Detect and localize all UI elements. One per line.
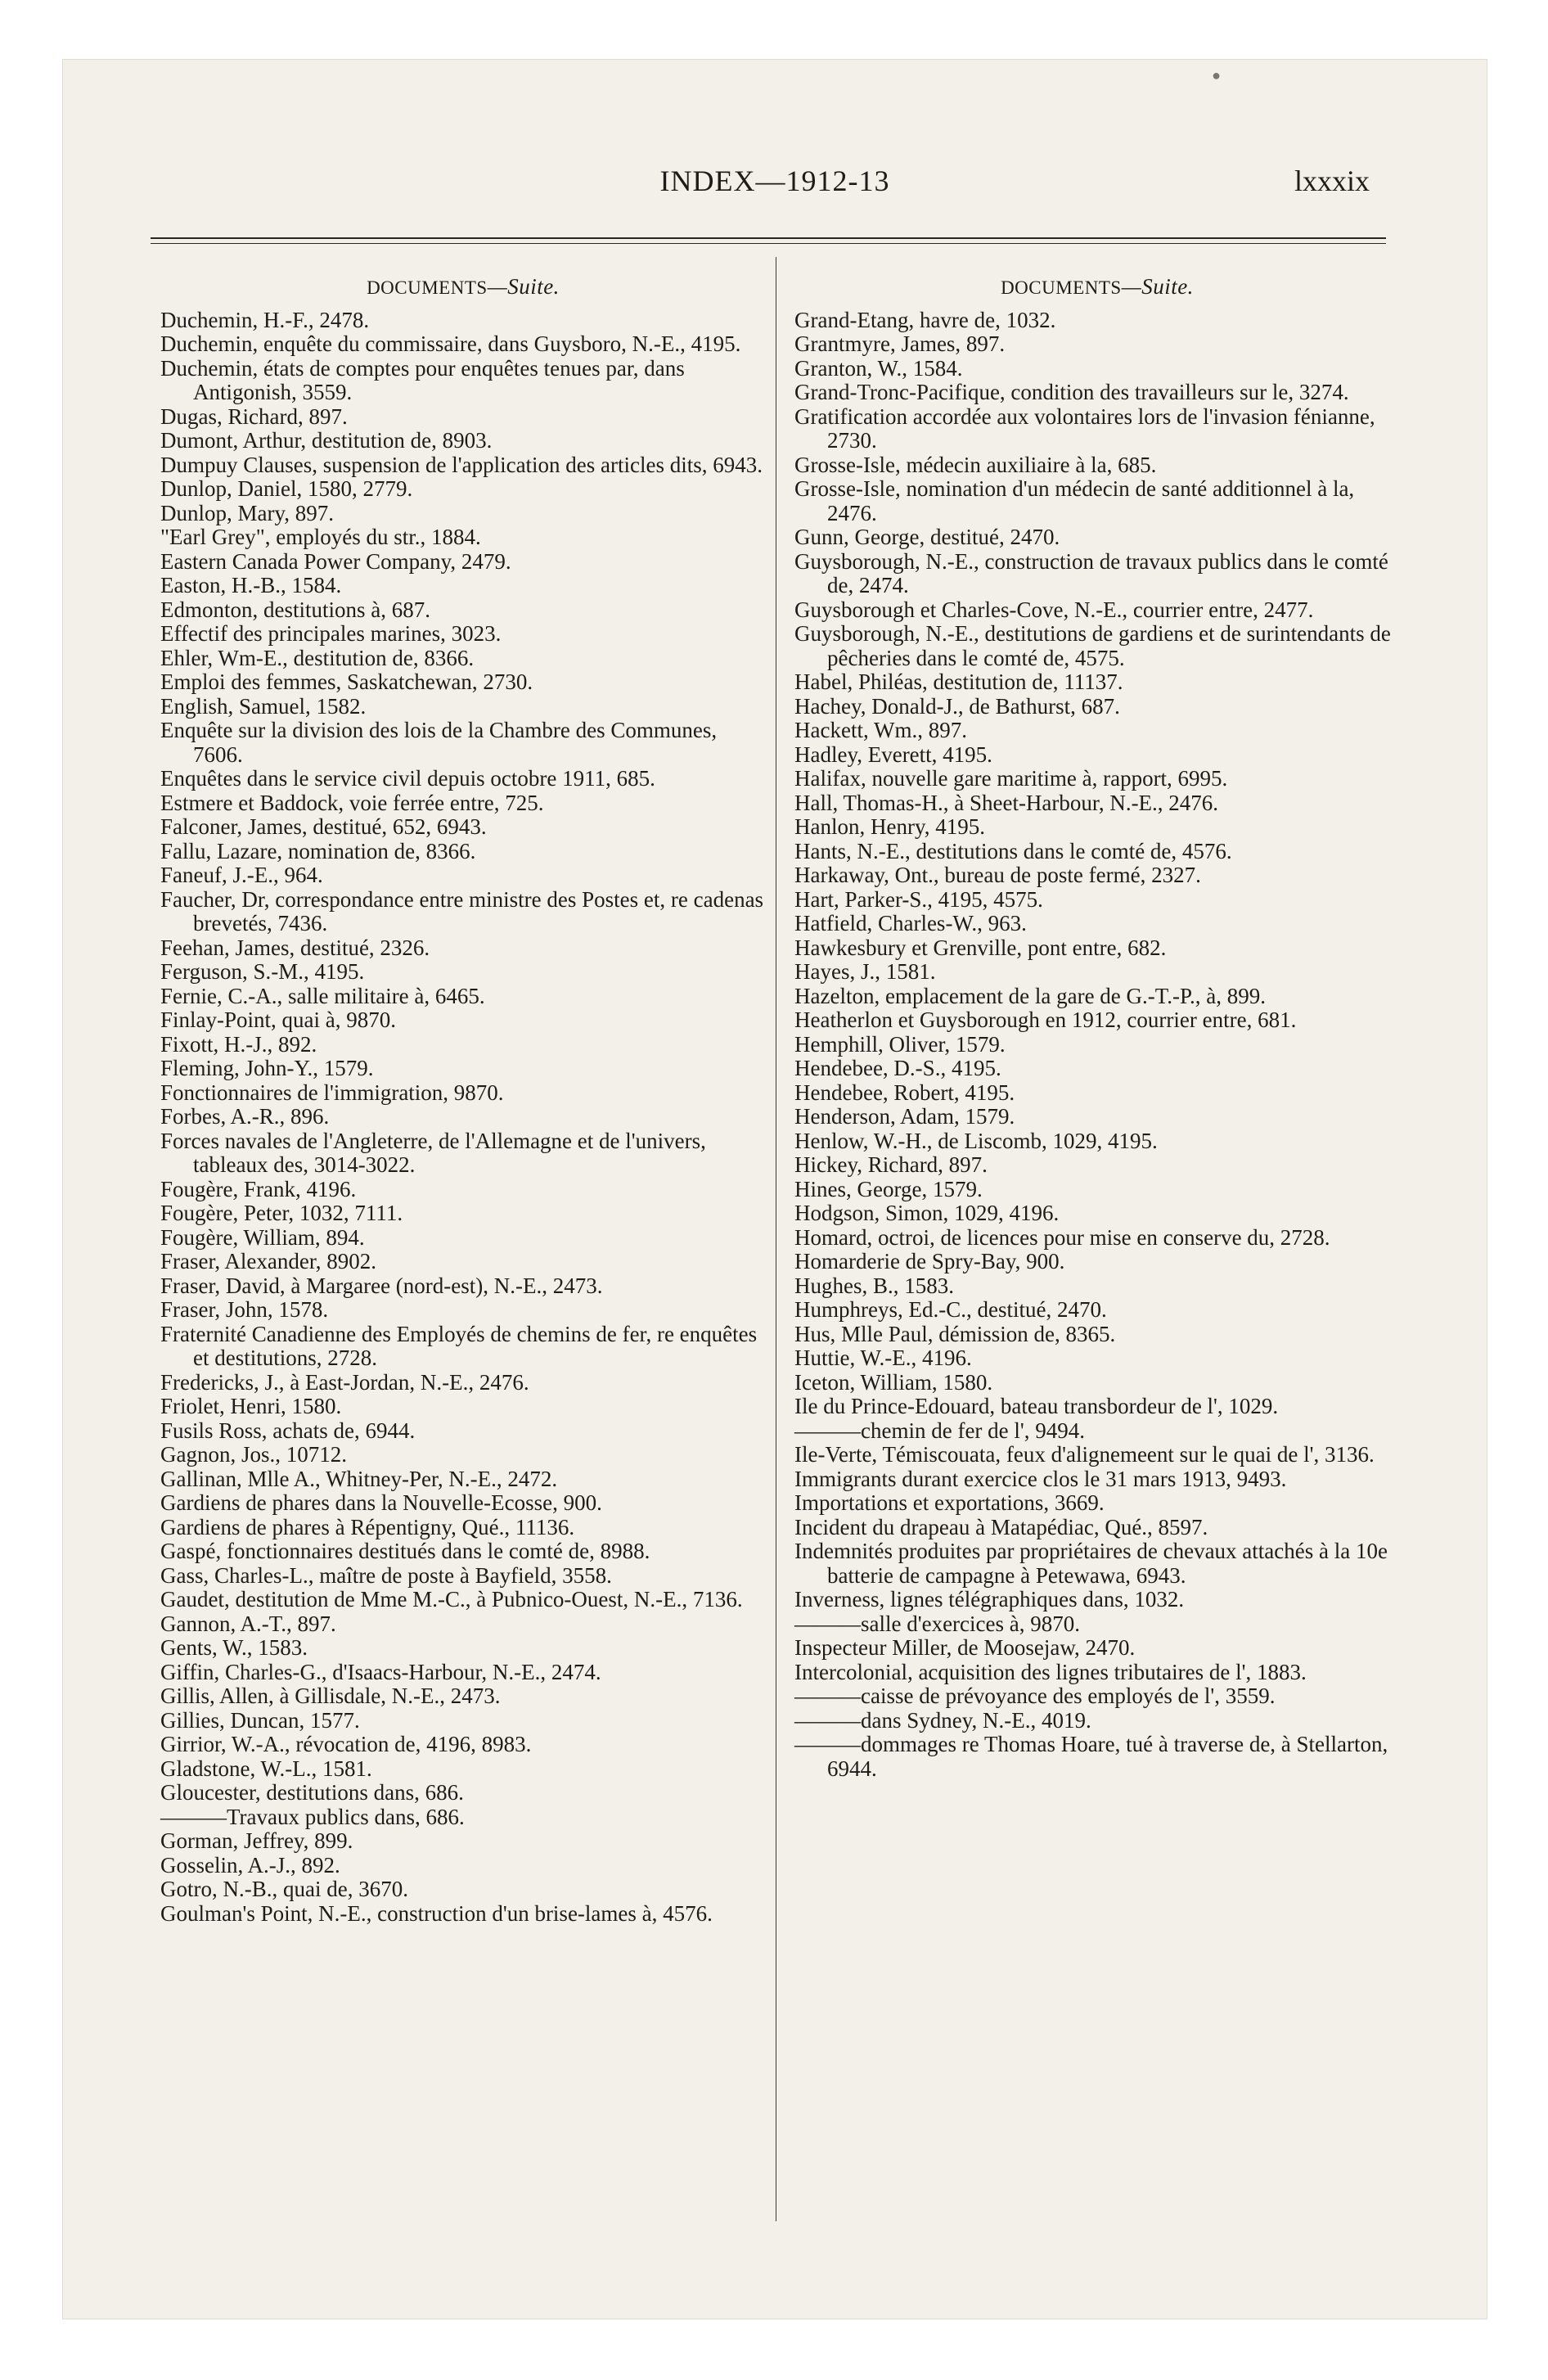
index-entry: Grand-Tronc-Pacifique, condition des travailleurs sur le, 3274. [794, 380, 1349, 404]
index-entry: Goulman's Point, N.-E., construction d'un brise-lames à, 4576. [160, 1900, 713, 1926]
index-entry: Indemnités produites par propriétaires de chevaux attachés à la 10e batterie de campagne à Petewawa, 6943. [794, 1539, 1388, 1588]
index-entry: English, Samuel, 1582. [160, 693, 367, 719]
right-heading-word: DOCUMENTS [1001, 277, 1122, 298]
index-entry: Ehler, Wm-E., destitution de, 8366. [160, 645, 475, 670]
index-entry: Finlay-Point, quai à, 9870. [160, 1007, 396, 1032]
index-entry: Giffin, Charles-G., d'Isaacs-Harbour, N.-E., 2474. [160, 1659, 601, 1684]
index-entry: Enquête sur la division des lois de la Chambre des Communes, 7606. [160, 718, 718, 767]
index-entry: Hayes, J., 1581. [794, 959, 936, 984]
index-entry: Gosselin, A.-J., 892. [160, 1852, 340, 1877]
index-entry: Hart, Parker-S., 4195, 4575. [794, 886, 1043, 912]
index-entry: Faucher, Dr, correspondance entre ministre des Postes et, re cadenas brevetés, 7436. [160, 886, 764, 935]
index-entry: Dumont, Arthur, destitution de, 8903. [160, 428, 493, 453]
index-entry: Gardiens de phares dans la Nouvelle-Ecosse, 900. [160, 1490, 602, 1515]
index-entry: ———caisse de prévoyance des employés de l', 3559. [794, 1684, 1276, 1708]
index-entry: Hines, George, 1579. [794, 1176, 983, 1201]
index-entry: Gratification accordée aux volontaires lors de l'invasion fénianne, 2730. [794, 403, 1375, 453]
index-entry: Duchemin, H.-F., 2478. [160, 307, 370, 332]
index-entry: Harkaway, Ont., bureau de poste fermé, 2327. [794, 863, 1201, 887]
index-entry: Dugas, Richard, 897. [160, 403, 348, 429]
index-entry: ———dommages re Thomas Hoare, tué à traverse de, à Stellarton, 6944. [794, 1732, 1388, 1781]
index-entry: Gillis, Allen, à Gillisdale, N.-E., 2473. [160, 1684, 501, 1708]
index-entry: Humphreys, Ed.-C., destitué, 2470. [794, 1297, 1107, 1322]
index-entry: Ile-Verte, Témiscouata, feux d'alignemeent sur le quai de l', 3136. [794, 1442, 1375, 1467]
index-entry: Gladstone, W.-L., 1581. [160, 1756, 372, 1781]
index-entry: Friolet, Henri, 1580. [160, 1394, 342, 1418]
index-entry: Estmere et Baddock, voie ferrée entre, 725. [160, 790, 544, 815]
index-entry: Inverness, lignes télégraphiques dans, 1032. [794, 1587, 1185, 1611]
index-entry: Guysborough, N.-E., construction de travaux publics dans le comté de, 2474. [794, 548, 1388, 597]
index-entry: Hendebee, D.-S., 4195. [794, 1056, 1001, 1080]
index-entry: Hadley, Everett, 4195. [794, 741, 992, 767]
index-entry: Hemphill, Oliver, 1579. [794, 1031, 1006, 1057]
index-entry: ———salle d'exercices à, 9870. [794, 1611, 1080, 1636]
index-entry: Fernie, C.-A., salle militaire à, 6465. [160, 983, 485, 1008]
index-entry: Gass, Charles-L., maître de poste à Bayfield, 3558. [160, 1562, 612, 1588]
index-entry: Feehan, James, destitué, 2326. [160, 935, 430, 960]
left-column-heading [160, 275, 766, 300]
index-entry: ———chemin de fer de l', 9494. [794, 1418, 1086, 1443]
index-entry: Gorman, Jeffrey, 899. [160, 1828, 353, 1853]
index-entry: Fusils Ross, achats de, 6944. [160, 1418, 416, 1443]
right-entry-list [794, 309, 1400, 1782]
index-entry: Hodgson, Simon, 1029, 4196. [794, 1201, 1060, 1225]
index-entry: Inspecteur Miller, de Moosejaw, 2470. [794, 1635, 1136, 1660]
index-entry: Fougère, Peter, 1032, 7111. [160, 1201, 403, 1225]
index-entry: Emploi des femmes, Saskatchewan, 2730. [160, 669, 533, 694]
index-entry: Guysborough et Charles-Cove, N.-E., courrier entre, 2477. [794, 597, 1314, 622]
index-entry: Fraser, John, 1578. [160, 1297, 329, 1322]
index-entry: Gaudet, destitution de Mme M.-C., à Pubnico-Ouest, N.-E., 7136. [160, 1587, 743, 1611]
index-entry: Eastern Canada Power Company, 2479. [160, 548, 511, 574]
index-entry: Gotro, N.-B., quai de, 3670. [160, 1877, 408, 1901]
index-entry: Homarderie de Spry-Bay, 900. [794, 1249, 1065, 1273]
index-entry: Faneuf, J.-E., 964. [160, 863, 323, 887]
index-entry: Grosse-Isle, nomination d'un médecin de santé additionnel à la, 2476. [794, 476, 1355, 525]
index-entry: Huttie, W.-E., 4196. [794, 1346, 972, 1370]
index-entry: Gannon, A.-T., 897. [160, 1611, 336, 1636]
index-entry: Gardiens de phares à Répentigny, Qué., 11136. [160, 1514, 575, 1539]
index-entry: Henderson, Adam, 1579. [794, 1104, 1015, 1129]
index-entry: Fougère, Frank, 4196. [160, 1176, 357, 1201]
index-entry: Duchemin, enquête du commissaire, dans Guysboro, N.-E., 4195. [160, 331, 741, 356]
left-entry-list [160, 309, 766, 1927]
index-entry: Fonctionnaires de l'immigration, 9870. [160, 1080, 504, 1105]
index-entry: Gloucester, destitutions dans, 686. [160, 1780, 464, 1805]
left-heading-word: DOCUMENTS [367, 277, 488, 298]
header-rule [151, 237, 1386, 239]
index-entry: Hall, Thomas-H., à Sheet-Harbour, N.-E., 2476. [794, 790, 1219, 815]
left-heading-suffix: —Suite. [487, 274, 560, 299]
left-column [160, 275, 766, 1926]
index-entry: Dumpuy Clauses, suspension de l'application des articles dits, 6943. [160, 452, 763, 477]
index-entry: Dunlop, Mary, 897. [160, 500, 334, 525]
index-entry: ———Travaux publics dans, 686. [160, 1804, 465, 1829]
index-entry: Fraser, Alexander, 8902. [160, 1249, 377, 1273]
index-entry: Gillies, Duncan, 1577. [160, 1707, 360, 1733]
index-entry: Gallinan, Mlle A., Whitney-Per, N.-E., 2472. [160, 1466, 558, 1491]
index-entry: Forces navales de l'Angleterre, de l'Allemagne et de l'univers, tableaux des, 3014-3022. [160, 1128, 706, 1177]
index-entry: Grand-Etang, havre de, 1032. [794, 307, 1056, 332]
index-entry: Edmonton, destitutions à, 687. [160, 597, 430, 622]
header-rule-thin [151, 243, 1386, 244]
index-entry: Henlow, W.-H., de Liscomb, 1029, 4195. [794, 1128, 1158, 1153]
index-entry: Hickey, Richard, 897. [794, 1152, 988, 1177]
index-entry: Fixott, H.-J., 892. [160, 1031, 317, 1057]
index-entry: Hachey, Donald-J., de Bathurst, 687. [794, 693, 1120, 719]
index-entry: Granton, W., 1584. [794, 355, 963, 381]
index-entry: Hus, Mlle Paul, démission de, 8365. [794, 1321, 1116, 1346]
index-entry: Guysborough, N.-E., destitutions de gardiens et de surintendants de pêcheries dans le comté de, 4575. [794, 621, 1391, 670]
page-number: lxxxix [1294, 165, 1370, 197]
index-entry: Fraternité Canadienne des Employés de chemins de fer, re enquêtes et destitutions, 2728. [160, 1321, 758, 1370]
index-entry: Gaspé, fonctionnaires destitués dans le comté de, 8988. [160, 1539, 650, 1563]
index-entry: Easton, H.-B., 1584. [160, 573, 342, 597]
index-entry: Incident du drapeau à Matapédiac, Qué., 8597. [794, 1514, 1208, 1539]
index-entry: Hawkesbury et Grenville, pont entre, 682. [794, 935, 1167, 960]
index-entry: Gunn, George, destitué, 2470. [794, 525, 1060, 549]
index-entry: Hants, N.-E., destitutions dans le comté de, 4576. [794, 838, 1232, 863]
index-entry: Fallu, Lazare, nomination de, 8366. [160, 838, 476, 863]
index-entry: Hatfield, Charles-W., 963. [794, 911, 1027, 935]
index-entry: "Earl Grey", employés du str., 1884. [160, 525, 481, 549]
index-entry: Intercolonial, acquisition des lignes tributaires de l', 1883. [794, 1659, 1307, 1684]
page-title: INDEX—1912-13 [659, 165, 890, 197]
document-page [62, 59, 1487, 2319]
index-entry: Fougère, William, 894. [160, 1224, 365, 1250]
index-entry: Fredericks, J., à East-Jordan, N.-E., 2476. [160, 1369, 529, 1395]
index-entry: Ile du Prince-Edouard, bateau transbordeur de l', 1029. [794, 1394, 1279, 1418]
index-entry: Forbes, A.-R., 896. [160, 1104, 330, 1129]
index-entry: Hughes, B., 1583. [794, 1273, 954, 1298]
right-heading-suffix: —Suite. [1121, 274, 1194, 299]
index-entry: Grosse-Isle, médecin auxiliaire à la, 685. [794, 452, 1157, 477]
index-entry: Hendebee, Robert, 4195. [794, 1080, 1015, 1105]
index-entry: Gents, W., 1583. [160, 1635, 308, 1660]
index-entry: Habel, Philéas, destitution de, 11137. [794, 669, 1123, 694]
index-entry: Hanlon, Henry, 4195. [794, 814, 985, 839]
index-entry: Dunlop, Daniel, 1580, 2779. [160, 476, 413, 501]
index-entry: Gagnon, Jos., 10712. [160, 1442, 347, 1467]
index-entry: Importations et exportations, 3669. [794, 1490, 1105, 1515]
index-entry: ———dans Sydney, N.-E., 4019. [794, 1707, 1091, 1733]
index-entry: Ferguson, S.-M., 4195. [160, 959, 365, 984]
index-entry: Enquêtes dans le service civil depuis octobre 1911, 685. [160, 766, 655, 791]
index-entry: Effectif des principales marines, 3023. [160, 621, 502, 646]
index-entry: Grantmyre, James, 897. [794, 331, 1006, 356]
index-entry: Heatherlon et Guysborough en 1912, courrier entre, 681. [794, 1007, 1297, 1032]
index-entry: Duchemin, états de comptes pour enquêtes tenues par, dans Antigonish, 3559. [160, 355, 685, 404]
page-speck: ● [1212, 67, 1221, 83]
index-entry: Hackett, Wm., 897. [794, 718, 967, 742]
index-entry: Falconer, James, destitué, 652, 6943. [160, 814, 487, 839]
index-entry: Fraser, David, à Margaree (nord-est), N.-E., 2473. [160, 1273, 603, 1298]
index-entry: Fleming, John-Y., 1579. [160, 1056, 374, 1080]
right-column [794, 275, 1400, 1781]
index-entry: Girrior, W.-A., révocation de, 4196, 8983. [160, 1732, 532, 1756]
index-entry: Immigrants durant exercice clos le 31 mars 1913, 9493. [794, 1466, 1287, 1491]
index-entry: Iceton, William, 1580. [794, 1369, 993, 1395]
index-entry: Hazelton, emplacement de la gare de G.-T.-P., à, 899. [794, 983, 1267, 1008]
right-column-heading [794, 275, 1400, 300]
index-entry: Homard, octroi, de licences pour mise en conserve du, 2728. [794, 1224, 1330, 1250]
index-entry: Halifax, nouvelle gare maritime à, rapport, 6995. [794, 766, 1228, 791]
